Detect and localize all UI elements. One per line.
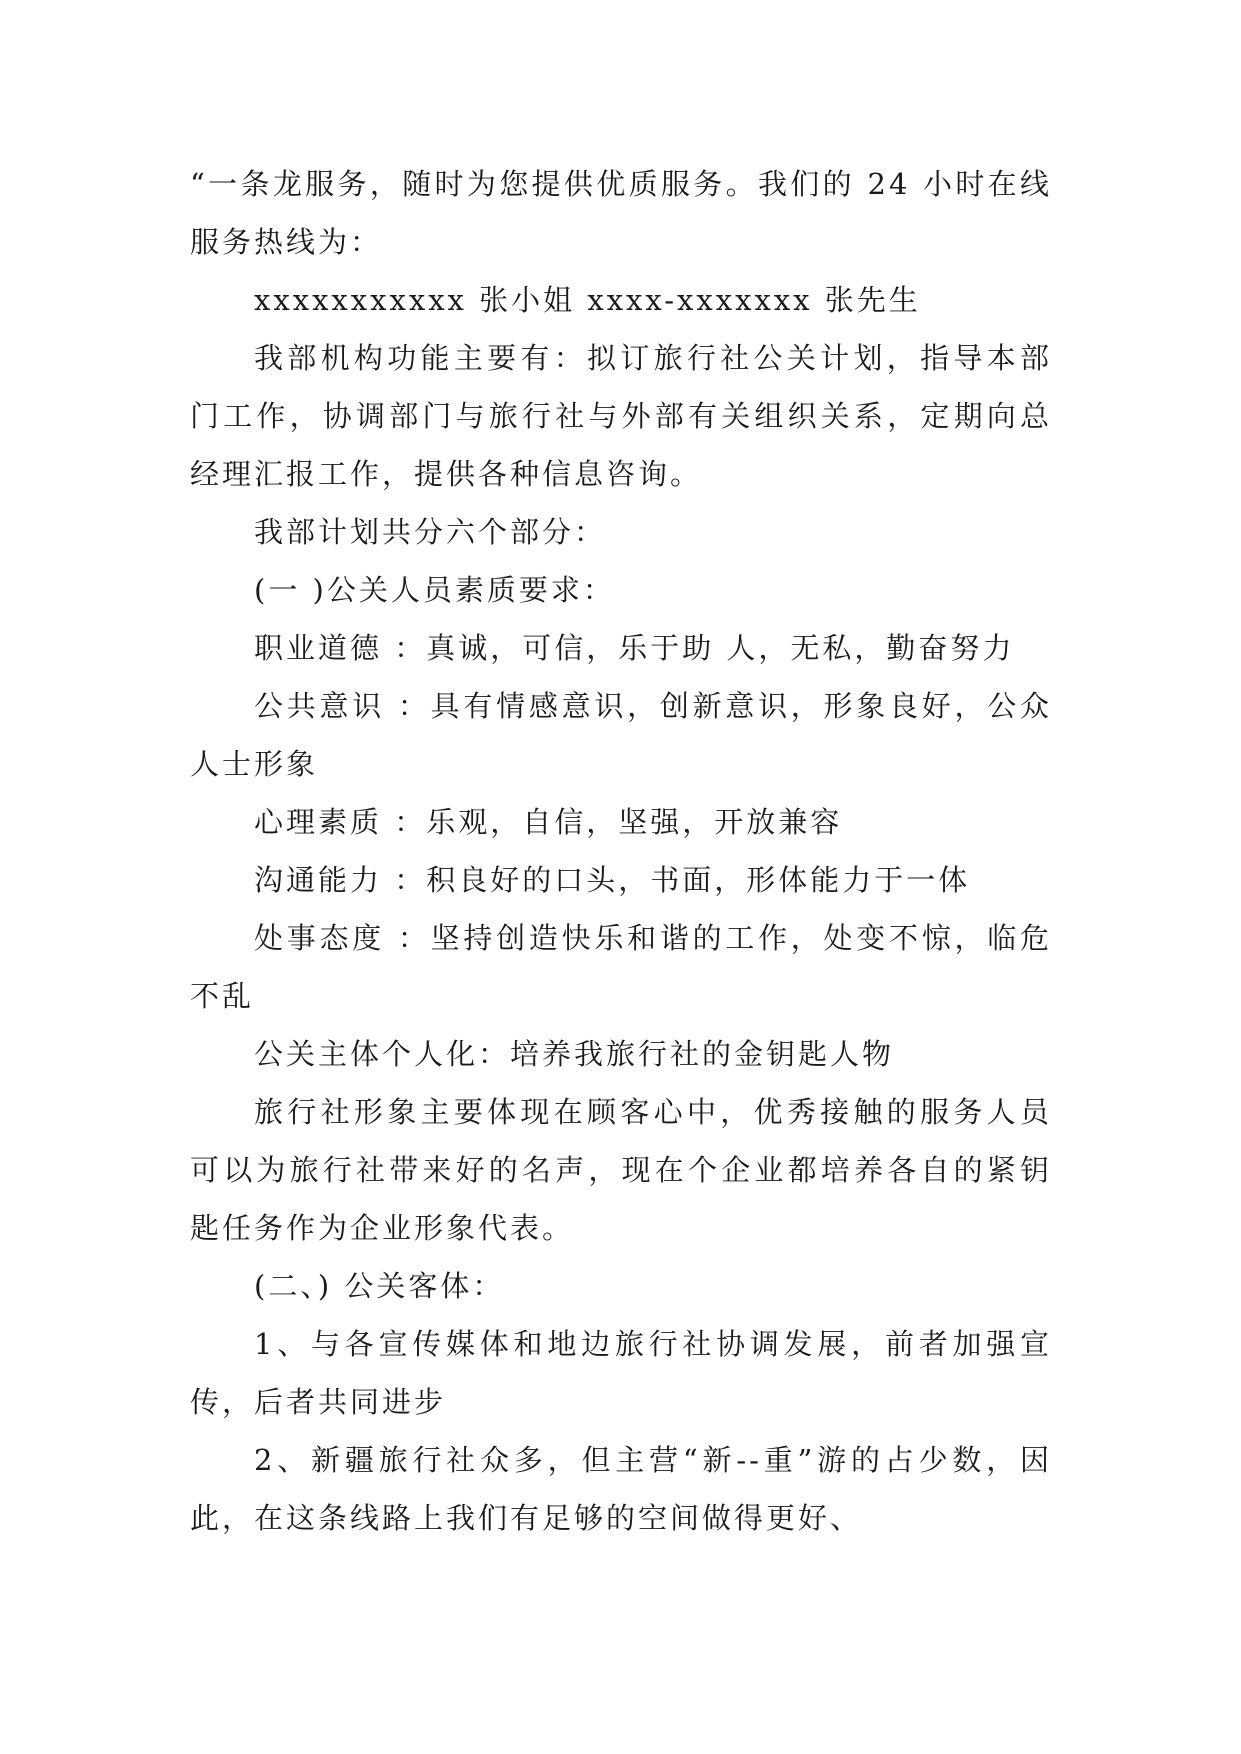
paragraph-agency-image: 旅行社形象主要体现在顾客心中，优秀接触的服务人员可以为旅行社带来好的名声，现在个企业都培养各自的紧钥匙任务作为企业形象代表。 [190,1095,1052,1245]
paragraph-contact-numbers: xxxxxxxxxxx 张小姐 xxxx-xxxxxxx 张先生 [254,283,921,317]
paragraph-work-attitude: 处事态度 ：坚持创造快乐和谐的工作，处变不惊，临危不乱 [190,921,1052,1013]
paragraph-public-awareness: 公共意识 ：具有情感意识，创新意识，形象良好，公众人士形象 [190,689,1052,781]
paragraph-plan-overview: 我部计划共分六个部分： [254,515,607,549]
paragraph-communication-ability: 沟通能力 ：积良好的口头，书面，形体能力于一体 [254,863,971,897]
paragraph-item-2: 2、新疆旅行社众多，但主营“新--重”游的占少数，因此，在这条线路上我们有足够的空间做得更好、 [190,1443,1052,1535]
paragraph-professional-ethics: 职业道德 ：真诚，可信，乐于助 人，无私，勤奋努力 [254,631,1015,665]
section-heading-2: (二、) 公关客体： [254,1269,505,1303]
section-heading-1: (一 )公关人员素质要求： [254,573,615,607]
paragraph-pr-subject: 公关主体个人化：培养我旅行社的金钥匙人物 [254,1037,895,1071]
document-body [190,155,1052,1547]
paragraph-psychological-quality: 心理素质 ：乐观，自信，坚强，开放兼容 [254,805,843,839]
paragraph-department-functions: 我部机构功能主要有：拟订旅行社公关计划，指导本部门工作，协调部门与旅行社与外部有关组织关系，定期向总经理汇报工作，提供各种信息咨询。 [190,341,1052,491]
paragraph-item-1: 1、与各宣传媒体和地边旅行社协调发展，前者加强宣传，后者共同进步 [190,1327,1052,1419]
paragraph-service-hotline: “一条龙服务，随时为您提供优质服务。我们的 24 小时在线服务热线为： [190,167,1052,259]
